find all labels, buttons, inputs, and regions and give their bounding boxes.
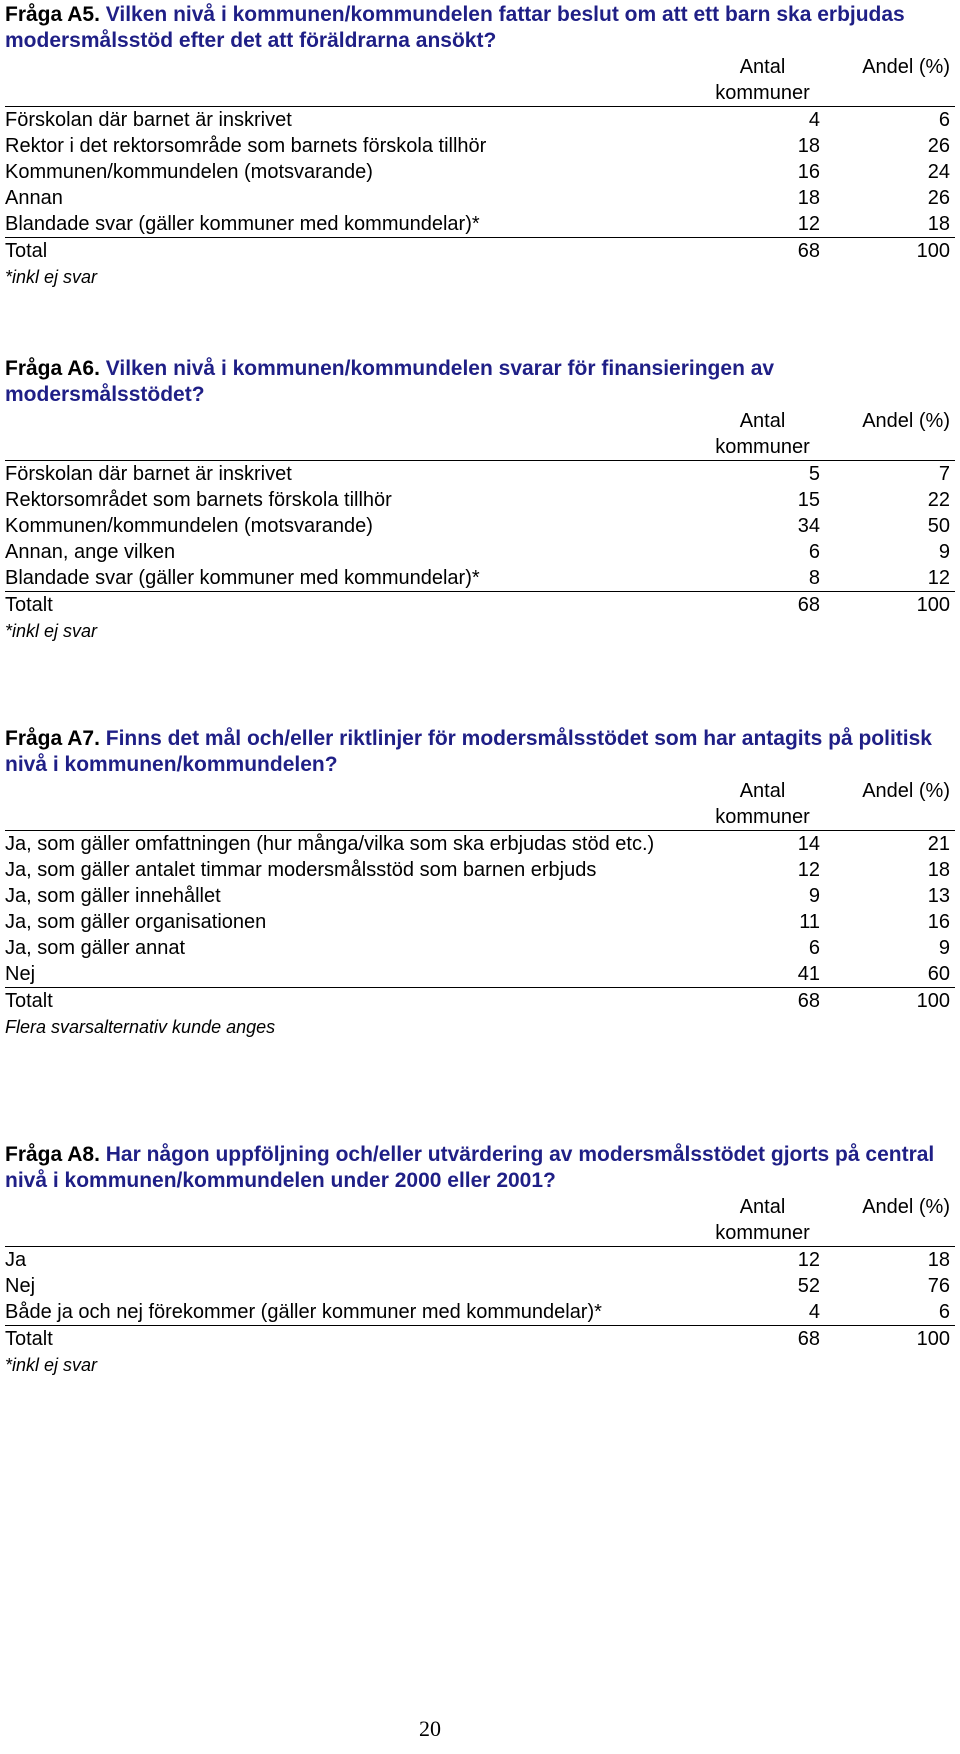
total-antal: 68	[705, 592, 820, 619]
question-a7	[5, 726, 955, 1040]
row-label: Nej	[5, 963, 36, 985]
total-antal: 68	[705, 988, 820, 1015]
row-andel: 16	[927, 911, 950, 933]
row-label: Rektor i det rektorsområde som barnets förskola tillhör	[5, 135, 487, 157]
question-number: Fråga A6.	[5, 357, 100, 380]
table-row	[5, 857, 955, 883]
row-antal: 6	[808, 937, 820, 959]
row-antal: 34	[797, 515, 820, 537]
row-label: Ja	[5, 1249, 27, 1271]
row-andel: 6	[938, 109, 950, 131]
col-antal: Antal	[739, 1196, 786, 1218]
row-antal: 52	[797, 1275, 820, 1297]
row-label: Rektorsområdet som barnets förskola tillhör	[5, 489, 392, 511]
total-antal: 68	[705, 238, 820, 265]
table-row	[5, 487, 955, 513]
row-antal: 4	[808, 1301, 820, 1323]
page-number: 20	[419, 1716, 441, 1741]
question-title	[5, 356, 955, 408]
table-row	[5, 909, 955, 935]
table-row	[5, 883, 955, 909]
question-number: Fråga A8.	[5, 1143, 100, 1166]
row-label: Nej	[5, 1275, 36, 1297]
table-row	[5, 513, 955, 539]
table-row	[5, 1299, 955, 1326]
row-andel: 9	[938, 541, 950, 563]
total-andel: 100	[820, 238, 955, 265]
col-kommuner: kommuner	[715, 436, 810, 458]
question-title	[5, 726, 955, 778]
col-kommuner: kommuner	[715, 82, 810, 104]
total-andel: 100	[820, 1326, 955, 1353]
row-label: Ja, som gäller annat	[5, 937, 186, 959]
total-andel: 100	[820, 988, 955, 1015]
row-antal: 41	[797, 963, 820, 985]
row-andel: 24	[927, 161, 950, 183]
row-label: Ja, som gäller organisationen	[5, 911, 267, 933]
row-label: Ja, som gäller antalet timmar modersmålsstöd som barnen erbjuds	[5, 859, 597, 881]
answer-table	[5, 778, 955, 1014]
row-antal: 4	[808, 109, 820, 131]
table-note: Flera svarsalternativ kunde anges	[5, 1017, 276, 1037]
answer-table	[5, 408, 955, 618]
question-number: Fråga A7.	[5, 727, 100, 750]
col-andel: Andel (%)	[820, 778, 955, 831]
row-label: Både ja och nej förekommer (gäller kommuner med kommundelar)*	[5, 1301, 602, 1323]
table-note: *inkl ej svar	[5, 267, 98, 287]
row-label: Blandade svar (gäller kommuner med kommundelar)*	[5, 213, 480, 235]
col-andel: Andel (%)	[820, 1194, 955, 1247]
row-andel: 22	[927, 489, 950, 511]
row-antal: 11	[799, 911, 820, 933]
row-andel: 12	[927, 567, 950, 589]
question-a8	[5, 1142, 955, 1378]
col-kommuner: kommuner	[715, 1222, 810, 1244]
total-row	[5, 592, 955, 619]
row-andel: 26	[927, 135, 950, 157]
row-antal: 18	[797, 187, 820, 209]
table-row	[5, 1273, 955, 1299]
total-antal: 68	[705, 1326, 820, 1353]
table-note: *inkl ej svar	[5, 1355, 98, 1375]
col-antal: Antal	[739, 780, 786, 802]
table-row	[5, 107, 955, 134]
question-text: Vilken nivå i kommunen/kommundelen fattar beslut om att ett barn ska erbjudas modersmålsstöd efter det att föräldrarna ansökt?	[5, 3, 905, 52]
row-andel: 7	[938, 463, 950, 485]
row-antal: 6	[808, 541, 820, 563]
row-label: Ja, som gäller innehållet	[5, 885, 221, 907]
total-row	[5, 238, 955, 265]
row-andel: 26	[927, 187, 950, 209]
col-antal: Antal	[739, 410, 786, 432]
total-row	[5, 988, 955, 1015]
total-andel: 100	[820, 592, 955, 619]
row-andel: 18	[927, 859, 950, 881]
row-antal: 12	[797, 213, 820, 235]
row-label: Förskolan där barnet är inskrivet	[5, 463, 292, 485]
col-andel: Andel (%)	[820, 408, 955, 461]
table-header	[5, 408, 955, 461]
row-antal: 18	[797, 135, 820, 157]
col-kommuner: kommuner	[715, 806, 810, 828]
row-andel: 50	[927, 515, 950, 537]
table-row	[5, 831, 955, 858]
table-row	[5, 935, 955, 961]
row-label: Förskolan där barnet är inskrivet	[5, 109, 292, 131]
total-label: Totalt	[5, 592, 705, 619]
row-antal: 12	[797, 859, 820, 881]
question-number: Fråga A5.	[5, 3, 100, 26]
row-andel: 60	[927, 963, 950, 985]
total-label: Totalt	[5, 1326, 705, 1353]
total-label: Totalt	[5, 988, 705, 1015]
question-a5	[5, 2, 955, 290]
row-antal: 12	[797, 1249, 820, 1271]
table-row	[5, 133, 955, 159]
row-andel: 18	[927, 213, 950, 235]
table-row	[5, 565, 955, 592]
col-andel: Andel (%)	[820, 54, 955, 107]
table-row	[5, 461, 955, 488]
row-label: Ja, som gäller omfattningen (hur många/vilka som ska erbjudas stöd etc.)	[5, 833, 655, 855]
table-header	[5, 778, 955, 831]
row-label: Kommunen/kommundelen (motsvarande)	[5, 161, 373, 183]
row-antal: 16	[797, 161, 820, 183]
table-row	[5, 211, 955, 238]
question-text: Vilken nivå i kommunen/kommundelen svarar för finansieringen av modersmålsstödet?	[5, 357, 775, 406]
question-title	[5, 1142, 955, 1194]
question-a6	[5, 356, 955, 644]
row-antal: 8	[808, 567, 820, 589]
answer-table	[5, 54, 955, 264]
table-row	[5, 1247, 955, 1274]
row-label: Kommunen/kommundelen (motsvarande)	[5, 515, 373, 537]
row-label: Annan	[5, 187, 63, 209]
col-antal: Antal	[739, 56, 786, 78]
table-header	[5, 1194, 955, 1247]
table-note: *inkl ej svar	[5, 621, 98, 641]
table-row	[5, 539, 955, 565]
table-header	[5, 54, 955, 107]
row-label: Blandade svar (gäller kommuner med kommundelar)*	[5, 567, 480, 589]
row-andel: 13	[927, 885, 950, 907]
row-antal: 5	[808, 463, 820, 485]
row-andel: 76	[927, 1275, 950, 1297]
table-row	[5, 961, 955, 988]
question-text: Har någon uppföljning och/eller utvärdering av modersmålsstödet gjorts på central nivå i kommunen/kommundelen under 2000 eller 2001?	[5, 1143, 935, 1192]
row-label: Annan, ange vilken	[5, 541, 176, 563]
total-row	[5, 1326, 955, 1353]
row-andel: 9	[938, 937, 950, 959]
answer-table	[5, 1194, 955, 1352]
table-row	[5, 185, 955, 211]
total-label: Total	[5, 238, 705, 265]
row-antal: 15	[797, 489, 820, 511]
question-text: Finns det mål och/eller riktlinjer för modersmålsstödet som har antagits på politisk nivå i kommunen/kommundelen?	[5, 727, 932, 776]
row-antal: 14	[797, 833, 820, 855]
table-row	[5, 159, 955, 185]
row-andel: 21	[927, 833, 950, 855]
row-andel: 6	[938, 1301, 950, 1323]
question-title	[5, 2, 955, 54]
row-antal: 9	[808, 885, 820, 907]
row-andel: 18	[927, 1249, 950, 1271]
